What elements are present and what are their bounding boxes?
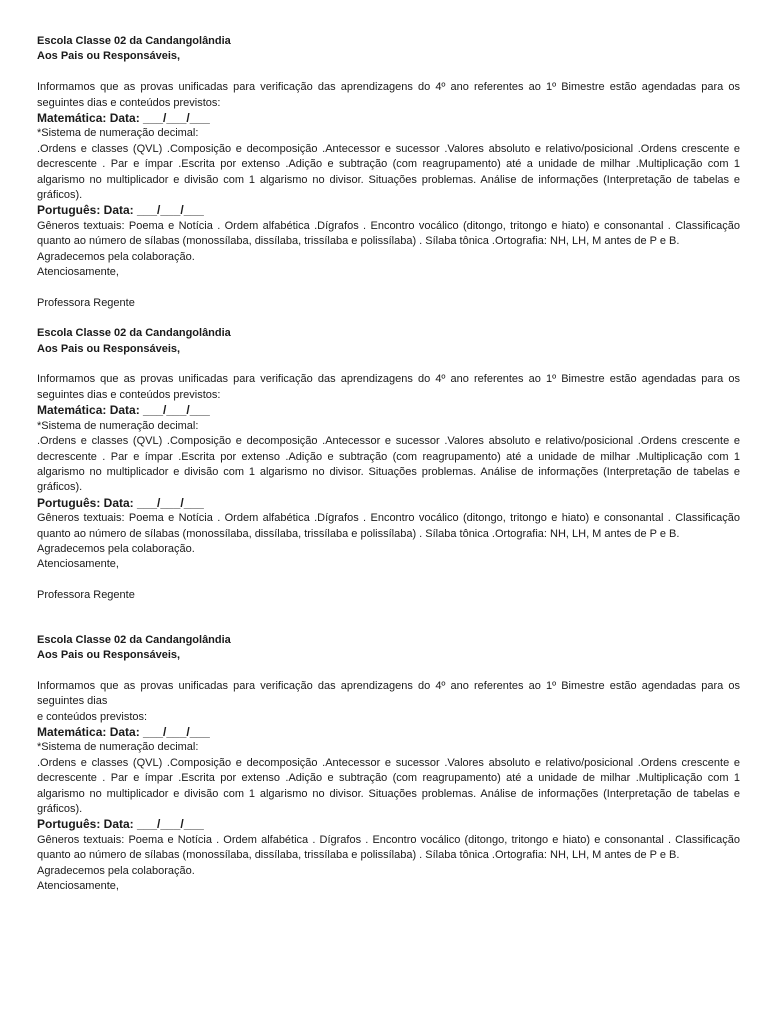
math-content: .Ordens e classes (QVL) .Composição e decomposição .Antecessor e sucessor .Valores absoluto e relativo/posicional .Ordens crescente e decrescente . Par e ímpar .Escrita por extenso .Adição e subtração (com reagrupamento) até a unidade de milhar .Multiplicação com 1 algarismo no multiplicador e divisão com 1 algarismo no divisor. Situações problemas. Análise de informações (Interpretação de tabelas e gráficos). [37, 142, 740, 202]
math-topic: *Sistema de numeração decimal: [37, 127, 199, 140]
notice-1 [37, 34, 740, 311]
signature-line: Professora Regente [37, 296, 135, 309]
portuguese-heading: Português: Data: ___/___/___ [37, 203, 204, 218]
notice-2 [37, 326, 740, 603]
intro-paragraph: Informamos que as provas unificadas para verificação das aprendizagens do 4º ano referentes ao 1º Bimestre estão agendadas para os seguintes dias e conteúdos previstos: [37, 373, 740, 401]
signature-line: Professora Regente [37, 589, 135, 602]
math-topic: *Sistema de numeração decimal: [37, 741, 199, 754]
closing-line: Atenciosamente, [37, 558, 119, 571]
greeting: Aos Pais ou Responsáveis, [37, 50, 181, 63]
portuguese-content: Gêneros textuais: Poema e Notícia . Ordem alfabética .Dígrafos . Encontro vocálico (ditongo, tritongo e hiato) e consonantal . Classificação quanto ao número de sílabas (monossílaba, dissílaba, trissílaba e polissílaba) . Sílaba tônica .Ortografia: NH, LH, M antes de P e B. [37, 219, 740, 248]
math-topic: *Sistema de numeração decimal: [37, 419, 199, 432]
notice-3 [37, 633, 740, 895]
math-content: .Ordens e classes (QVL) .Composição e decomposição .Antecessor e sucessor .Valores absoluto e relativo/posicional .Ordens crescente e decrescente . Par e ímpar .Escrita por extenso .Adição e subtração (com reagrupamento) até a unidade de milhar .Multiplicação com 1 algarismo no multiplicador e divisão com 1 algarismo no divisor. Situações problemas. Análise de informações (Interpretação de tabelas e gráficos). [37, 756, 740, 816]
school-name: Escola Classe 02 da Candangolândia [37, 633, 231, 646]
intro-paragraph: Informamos que as provas unificadas para verificação das aprendizagens do 4º ano referentes ao 1º Bimestre estão agendadas para os seguintes dias e conteúdos previstos: [37, 81, 740, 109]
math-heading: Matemática: Data: ___/___/___ [37, 724, 210, 739]
greeting: Aos Pais ou Responsáveis, [37, 342, 181, 355]
portuguese-content: Gêneros textuais: Poema e Notícia . Ordem alfabética . Dígrafos . Encontro vocálico (ditongo, tritongo e hiato) e consonantal . Classificação quanto ao número de sílabas (monossílaba, dissílaba, trissílaba e polissílaba) . Sílaba tônica .Ortografia: NH, LH, M antes de P e B. [37, 833, 740, 862]
portuguese-content: Gêneros textuais: Poema e Notícia . Ordem alfabética .Dígrafos . Encontro vocálico (ditongo, tritongo e hiato) e consonantal . Classificação quanto ao número de sílabas (monossílaba, dissílaba, trissílaba e polissílaba) . Sílaba tônica .Ortografia: NH, LH, M antes de P e B. [37, 512, 740, 540]
thanks-line: Agradecemos pela colaboração. [37, 542, 195, 555]
school-name: Escola Classe 02 da Candangolândia [37, 35, 231, 47]
closing-line: Atenciosamente, [37, 266, 119, 279]
math-heading: Matemática: Data: ___/___/___ [37, 403, 210, 418]
greeting: Aos Pais ou Responsáveis, [37, 648, 181, 661]
thanks-line: Agradecemos pela colaboração. [37, 250, 195, 263]
intro-paragraph: Informamos que as provas unificadas para verificação das aprendizagens do 4º ano referentes ao 1º Bimestre estão agendadas para os seguintes dias [37, 679, 740, 708]
school-name: Escola Classe 02 da Candangolândia [37, 327, 231, 340]
closing-line: Atenciosamente, [37, 880, 119, 893]
intro-paragraph-tail: e conteúdos previstos: [37, 710, 148, 723]
portuguese-heading: Português: Data: ___/___/___ [37, 817, 204, 832]
portuguese-heading: Português: Data: ___/___/___ [37, 495, 204, 510]
math-content: .Ordens e classes (QVL) .Composição e decomposição .Antecessor e sucessor .Valores absoluto e relativo/posicional .Ordens crescente e decrescente . Par e ímpar .Escrita por extenso .Adição e subtração (com reagrupamento) até a unidade de milhar .Multiplicação com 1 algarismo no multiplicador e divisão com 1 algarismo no divisor. Situações problemas. Análise de informações (Interpretação de tabelas e gráficos). [37, 435, 740, 494]
math-heading: Matemática: Data: ___/___/___ [37, 111, 210, 126]
thanks-line: Agradecemos pela colaboração. [37, 864, 195, 877]
